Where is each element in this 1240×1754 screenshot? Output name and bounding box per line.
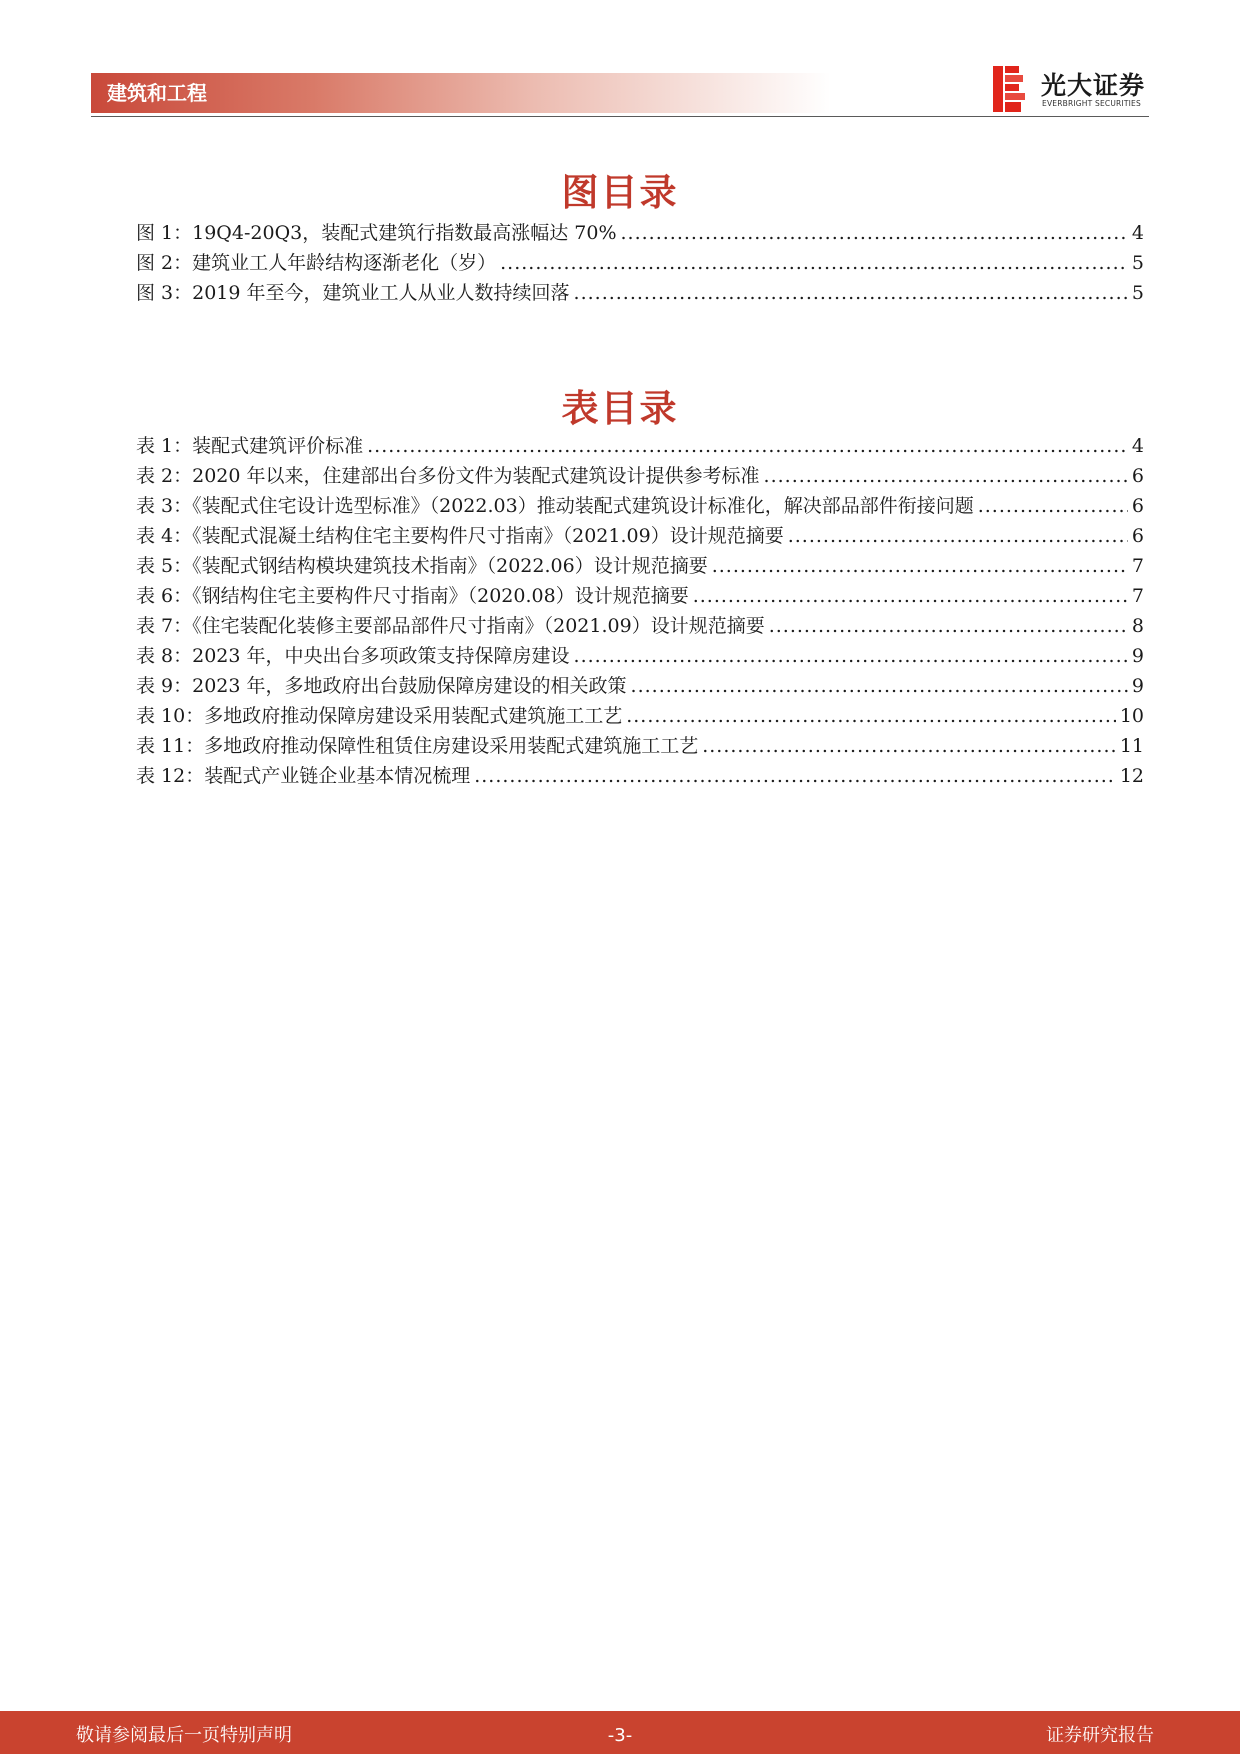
- toc-entry-label: 表 7：《住宅装配化装修主要部品部件尺寸指南》（2021.09）设计规范摘要: [136, 615, 765, 637]
- toc-entry-page: 12: [1119, 765, 1144, 787]
- toc-leader-dots: [367, 431, 1128, 461]
- toc-leader-dots: [574, 641, 1128, 671]
- toc-entry-label: 表 5：《装配式钢结构模块建筑技术指南》（2022.06）设计规范摘要: [136, 555, 708, 577]
- toc-entry-label: 图 1：19Q4-20Q3，装配式建筑行指数最高涨幅达 70%: [136, 222, 617, 244]
- toc-entry[interactable]: [136, 491, 1144, 521]
- toc-entry-page: 5: [1131, 252, 1144, 274]
- toc-entry-label: 表 6：《钢结构住宅主要构件尺寸指南》（2020.08）设计规范摘要: [136, 585, 689, 607]
- toc-entry-label: 表 1：装配式建筑评价标准: [136, 435, 364, 457]
- toc-entry[interactable]: [136, 581, 1144, 611]
- toc-entry-label: 表 12：装配式产业链企业基本情况梳理: [136, 765, 471, 787]
- toc-entry-page: 6: [1131, 465, 1144, 487]
- logo-name-cn: 光大证券: [1041, 71, 1146, 100]
- toc-leader-dots: [764, 461, 1128, 491]
- toc-entry-page: 9: [1131, 645, 1144, 667]
- logo-name-en: EVERBRIGHT SECURITIES: [1042, 99, 1141, 108]
- toc-entry-label: 表 4：《装配式混凝土结构住宅主要构件尺寸指南》（2021.09）设计规范摘要: [136, 525, 784, 547]
- everbright-logo: [993, 64, 1153, 114]
- toc-leader-dots: [702, 731, 1116, 761]
- header-divider: [91, 116, 1149, 117]
- toc-entry[interactable]: [136, 701, 1144, 731]
- toc-entry[interactable]: [136, 278, 1144, 308]
- toc-entry-page: 6: [1131, 495, 1144, 517]
- toc-entry-label: 表 11：多地政府推动保障性租赁住房建设采用装配式建筑施工工艺: [136, 735, 699, 757]
- toc-leader-dots: [474, 761, 1116, 791]
- toc-entry[interactable]: [136, 218, 1144, 248]
- toc-leader-dots: [626, 701, 1116, 731]
- toc-entry-label: 图 2：建筑业工人年龄结构逐渐老化（岁）: [136, 252, 497, 274]
- toc-entry-page: 9: [1131, 675, 1144, 697]
- figures-toc-list: [136, 218, 1144, 308]
- toc-entry-page: 6: [1131, 525, 1144, 547]
- toc-entry[interactable]: [136, 611, 1144, 641]
- toc-entry[interactable]: [136, 671, 1144, 701]
- toc-entry-label: 表 8：2023 年，中央出台多项政策支持保障房建设: [136, 645, 570, 667]
- toc-leader-dots: [621, 218, 1128, 248]
- tables-toc-list: [136, 431, 1144, 791]
- toc-entry[interactable]: [136, 761, 1144, 791]
- toc-leader-dots: [631, 671, 1128, 701]
- toc-entry-label: 表 3：《装配式住宅设计选型标准》（2022.03）推动装配式建筑设计标准化，解决部品部件衔接问题: [136, 495, 974, 517]
- toc-entry-page: 4: [1131, 435, 1144, 457]
- page-number: -3-: [607, 1725, 633, 1746]
- toc-entry[interactable]: [136, 461, 1144, 491]
- toc-entry-page: 5: [1131, 282, 1144, 304]
- toc-entry[interactable]: [136, 521, 1144, 551]
- toc-leader-dots: [574, 278, 1128, 308]
- toc-leader-dots: [769, 611, 1128, 641]
- toc-leader-dots: [788, 521, 1128, 551]
- toc-leader-dots: [693, 581, 1128, 611]
- toc-entry-label: 表 10：多地政府推动保障房建设采用装配式建筑施工工艺: [136, 705, 623, 727]
- toc-entry[interactable]: [136, 248, 1144, 278]
- toc-entry-page: 7: [1131, 585, 1144, 607]
- footer-disclaimer: 敬请参阅最后一页特别声明: [76, 1725, 292, 1746]
- toc-entry-label: 表 9：2023 年，多地政府出台鼓励保障房建设的相关政策: [136, 675, 627, 697]
- toc-entry-page: 10: [1119, 705, 1144, 727]
- tables-toc-title: 表目录: [561, 387, 679, 430]
- toc-entry[interactable]: [136, 551, 1144, 581]
- toc-entry-page: 8: [1131, 615, 1144, 637]
- figures-toc-title: 图目录: [561, 171, 679, 214]
- toc-entry-label: 表 2：2020 年以来，住建部出台多份文件为装配式建筑设计提供参考标准: [136, 465, 760, 487]
- everbright-logo-icon: [993, 66, 1027, 112]
- footer-report-type: 证券研究报告: [1046, 1725, 1154, 1746]
- toc-entry[interactable]: [136, 431, 1144, 461]
- toc-entry[interactable]: [136, 731, 1144, 761]
- toc-leader-dots: [500, 248, 1128, 278]
- toc-entry-page: 11: [1119, 735, 1144, 757]
- toc-entry-page: 4: [1131, 222, 1144, 244]
- toc-entry[interactable]: [136, 641, 1144, 671]
- toc-leader-dots: [712, 551, 1128, 581]
- toc-leader-dots: [978, 491, 1128, 521]
- toc-entry-page: 7: [1131, 555, 1144, 577]
- header-section-title: 建筑和工程: [107, 81, 207, 105]
- toc-entry-label: 图 3：2019 年至今，建筑业工人从业人数持续回落: [136, 282, 570, 304]
